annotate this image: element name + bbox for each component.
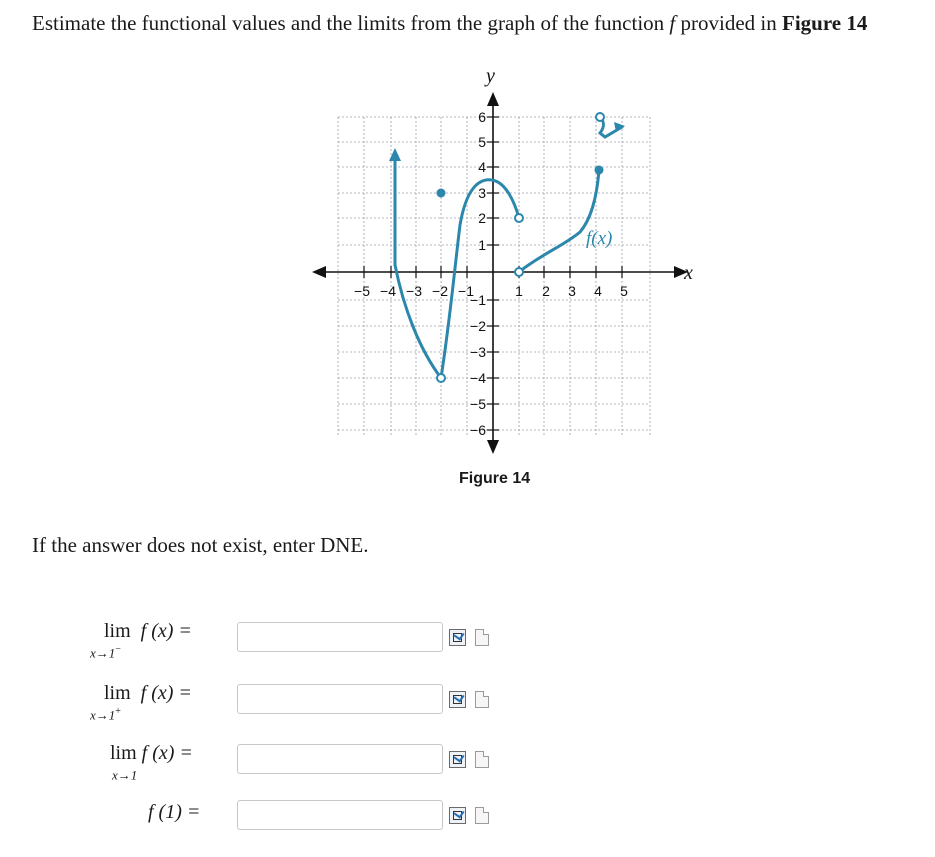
function-expression: f (1) =	[148, 801, 201, 823]
preview-icon[interactable]	[449, 691, 466, 708]
y-tick-label: −5	[470, 396, 486, 412]
limit-subscript	[90, 706, 121, 723]
y-tick-label: −2	[470, 318, 486, 334]
question-text	[32, 11, 867, 36]
y-tick-label: 3	[478, 185, 486, 201]
answer-row-right-limit	[0, 682, 935, 722]
file-icon[interactable]	[475, 691, 489, 708]
intro-figure-ref: Figure 14	[782, 11, 868, 35]
closed-dot-point	[437, 189, 446, 198]
function-expression: f (x) =	[140, 620, 192, 642]
open-dot-point	[515, 214, 523, 222]
y-tick-label: −1	[470, 292, 486, 308]
value-expression	[148, 801, 200, 824]
x-tick-label: 5	[620, 283, 628, 299]
curve-right-branch	[519, 170, 599, 272]
sub-sup: −	[115, 644, 121, 655]
lim-word: lim	[104, 682, 131, 704]
file-icon-corner	[483, 751, 489, 757]
limit-expression	[110, 742, 193, 765]
figure-caption: Figure 14	[459, 470, 531, 487]
limit-expression	[104, 682, 192, 705]
answer-input[interactable]	[237, 622, 443, 652]
x-tick-label: 1	[515, 283, 523, 299]
graph-grid	[338, 117, 650, 437]
function-graph	[300, 58, 710, 468]
file-icon[interactable]	[475, 629, 489, 646]
sub-sup: +	[115, 706, 121, 717]
open-dot-point	[515, 268, 523, 276]
y-tick-label: 6	[478, 109, 486, 125]
open-dot-point	[437, 374, 445, 382]
open-dot-point	[596, 113, 604, 121]
function-label: f(x)	[586, 228, 613, 249]
x-tick-label: 3	[568, 283, 576, 299]
lim-word: lim	[104, 620, 131, 642]
x-tick-label: 2	[542, 283, 550, 299]
x-tick-label: −2	[432, 283, 448, 299]
y-axis-label: y	[486, 65, 495, 87]
file-icon-corner	[483, 691, 489, 697]
y-tick-label: −6	[470, 422, 486, 438]
x-axis-label: x	[684, 262, 693, 284]
x-tick-label: −5	[354, 283, 370, 299]
x-tick-label: 4	[594, 283, 602, 299]
file-icon-corner	[483, 629, 489, 635]
answer-row-function-value	[0, 798, 935, 838]
limit-expression	[104, 620, 192, 643]
preview-icon[interactable]	[449, 751, 466, 768]
sub-var: x→1	[90, 707, 116, 723]
answer-row-two-sided-limit	[0, 742, 935, 782]
x-tick-label: −4	[380, 283, 396, 299]
y-tick-label: 4	[478, 159, 486, 175]
answer-input[interactable]	[237, 684, 443, 714]
y-tick-label: 5	[478, 134, 486, 150]
dne-instruction: If the answer does not exist, enter DNE.	[32, 533, 369, 557]
file-icon[interactable]	[475, 807, 489, 824]
y-tick-label: 1	[478, 237, 486, 253]
y-tick-label: −3	[470, 344, 486, 360]
y-tick-label: −4	[470, 370, 486, 386]
function-expression: f (x) =	[141, 742, 193, 764]
function-expression: f (x) =	[140, 682, 192, 704]
intro-var: f	[669, 11, 676, 35]
intro-middle: provided in	[675, 11, 782, 35]
preview-icon[interactable]	[449, 807, 466, 824]
closed-dot-point	[595, 166, 604, 175]
answer-input[interactable]	[237, 800, 443, 830]
file-icon[interactable]	[475, 751, 489, 768]
file-icon-corner	[483, 807, 489, 813]
x-tick-label: −3	[406, 283, 422, 299]
limit-subscript	[90, 644, 121, 661]
y-tick-label: 2	[478, 210, 486, 226]
lim-word: lim	[110, 742, 137, 764]
x-tick-label: −1	[458, 283, 474, 299]
graph-axes	[322, 102, 678, 448]
sub-var: x→1	[112, 767, 138, 783]
answer-row-left-limit	[0, 620, 935, 660]
preview-icon[interactable]	[449, 629, 466, 646]
intro-prefix: Estimate the functional values and the limits from the graph of the function	[32, 11, 670, 35]
limit-subscript	[112, 766, 137, 783]
sub-var: x→1	[90, 645, 116, 661]
answer-input[interactable]	[237, 744, 443, 774]
